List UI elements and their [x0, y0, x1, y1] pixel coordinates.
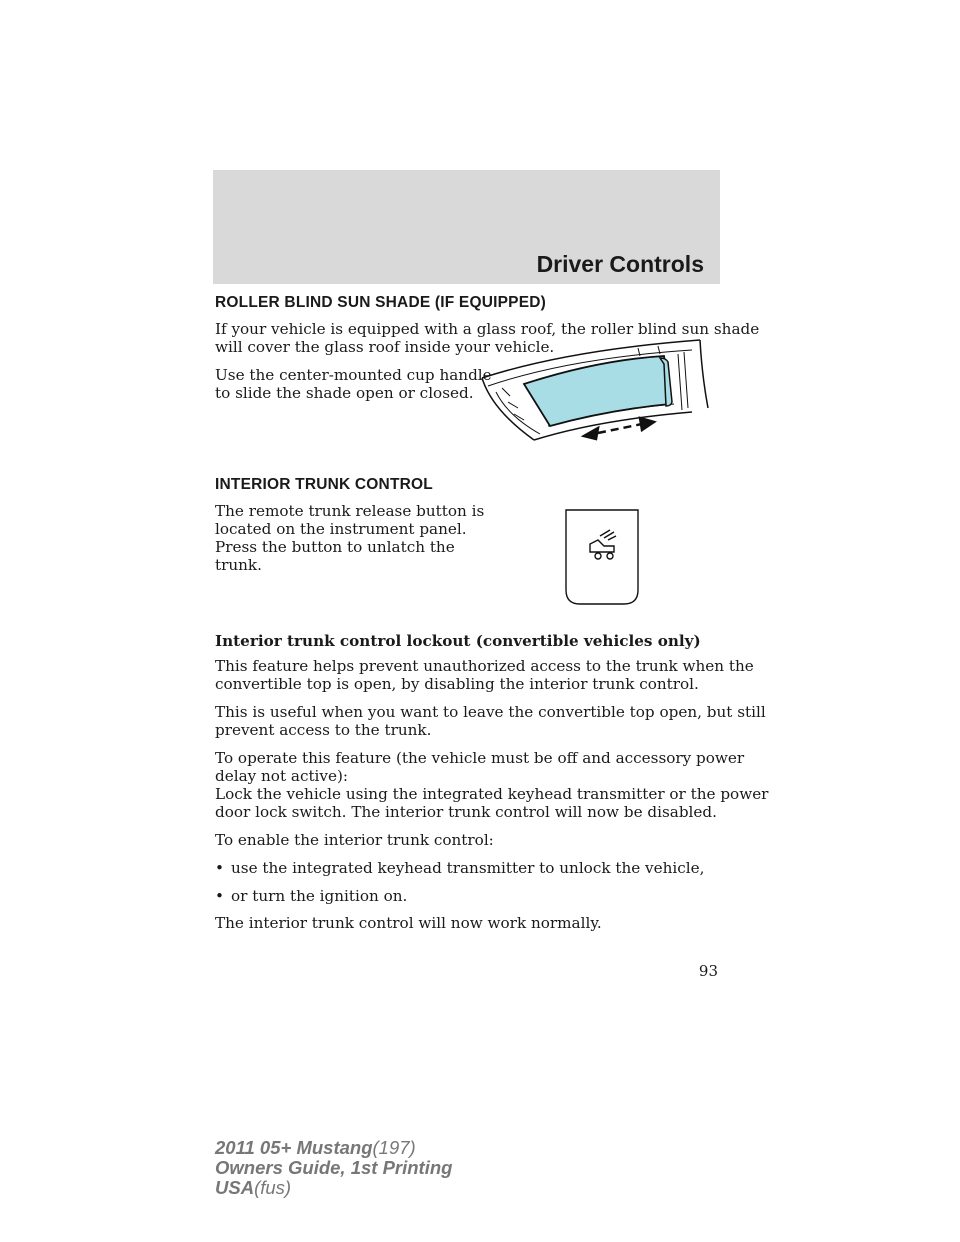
- roller-para2-line1: Use the center-mounted cup handle: [215, 366, 492, 384]
- roller-para2-line2: to slide the shade open or closed.: [215, 384, 474, 402]
- bullet-glyph: •: [215, 859, 224, 877]
- list-item: [215, 887, 407, 905]
- trunk-para-line3: Press the button to unlatch the: [215, 538, 455, 556]
- header-band: [213, 170, 720, 284]
- trunk-para-line4: trunk.: [215, 556, 262, 574]
- trunk-para-line2: located on the instrument panel.: [215, 520, 467, 538]
- bullet-text: use the integrated keyhead transmitter to unlock the vehicle,: [231, 859, 705, 877]
- page-number: 93: [698, 962, 718, 980]
- footer: [215, 1138, 452, 1198]
- lockout-p3-line4: door lock switch. The interior trunk control will now be disabled.: [215, 803, 717, 821]
- lockout-p1-line1: This feature helps prevent unauthorized access to the trunk when the: [215, 657, 754, 675]
- bullet-text: or turn the ignition on.: [231, 887, 408, 905]
- roller-para1-line2: will cover the glass roof inside your vehicle.: [215, 338, 555, 356]
- roller-heading: ROLLER BLIND SUN SHADE (IF EQUIPPED): [215, 294, 546, 311]
- list-item: [215, 859, 704, 877]
- lockout-heading: Interior trunk control lockout (convertible vehicles only): [215, 632, 701, 650]
- trunk-para-line1: The remote trunk release button is: [215, 502, 485, 520]
- lockout-p2-line2: prevent access to the trunk.: [215, 721, 432, 739]
- section-title: Driver Controls: [536, 251, 704, 277]
- footer-market-code: (fus): [254, 1177, 292, 1198]
- lockout-p3-line1: To operate this feature (the vehicle must be off and accessory power: [215, 749, 745, 767]
- trunk-release-button-illustration: [564, 508, 640, 608]
- lockout-p2-line1: This is useful when you want to leave the convertible top open, but still: [215, 703, 766, 721]
- bullet-glyph: •: [215, 887, 224, 905]
- footer-code: (197): [372, 1137, 416, 1158]
- sun-shade-illustration: [478, 336, 714, 448]
- lockout-p3-line2: delay not active):: [215, 767, 349, 785]
- footer-model: 2011 05+ Mustang: [215, 1137, 373, 1158]
- lockout-p5: The interior trunk control will now work normally.: [215, 914, 602, 932]
- lockout-p4: To enable the interior trunk control:: [215, 831, 494, 849]
- footer-printing: Owners Guide, 1st Printing: [215, 1157, 453, 1178]
- roller-para1-line1: If your vehicle is equipped with a glass roof, the roller blind sun shade: [215, 320, 760, 338]
- trunk-heading: INTERIOR TRUNK CONTROL: [215, 476, 433, 493]
- lockout-p1-line2: convertible top is open, by disabling the interior trunk control.: [215, 675, 699, 693]
- lockout-p3-line3: Lock the vehicle using the integrated keyhead transmitter or the power: [215, 785, 769, 803]
- footer-market: USA: [215, 1177, 255, 1198]
